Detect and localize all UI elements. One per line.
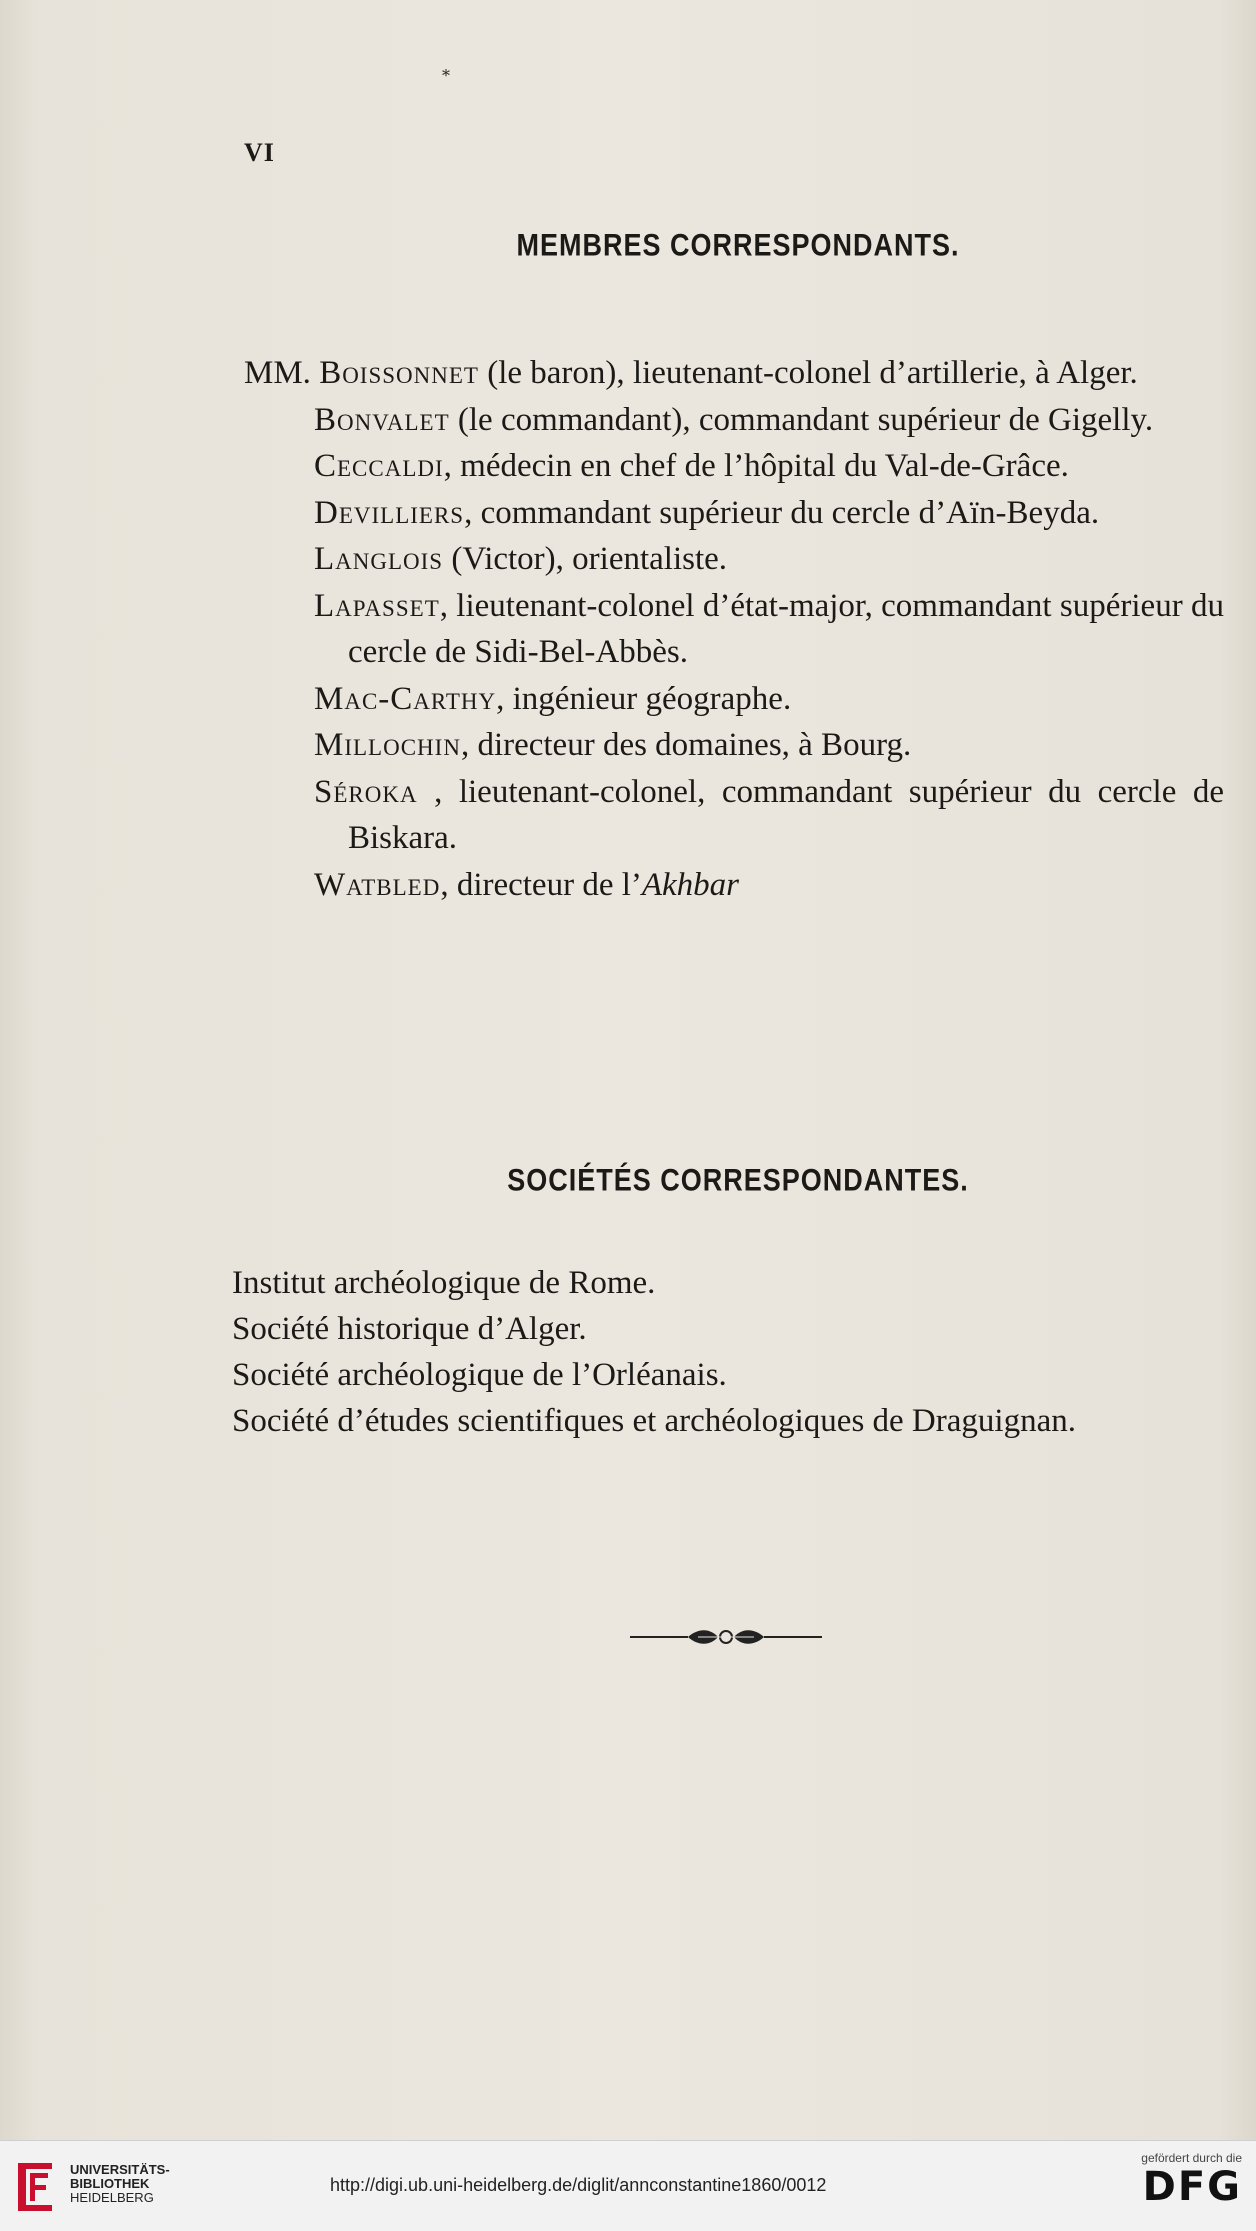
member-name: Lapasset [314,587,440,624]
library-line: UNIVERSITÄTS- [70,2162,170,2177]
member-desc: , directeur des domaines, à Bourg. [460,727,912,763]
member-entry [244,583,1224,676]
member-entry [244,536,1224,583]
members-list [244,350,1224,908]
member-entry [244,862,1224,909]
society-item: Institut archéologique de Rome. [232,1265,656,1301]
library-line: HEIDELBERG [70,2190,154,2205]
funding-notice [1102,2151,1242,2209]
member-desc: (Victor), orientaliste. [443,541,728,577]
ornament-divider [628,1622,824,1652]
member-entry [244,397,1224,444]
member-desc: , ingénieur géographe. [496,680,792,717]
member-name: Boissonnet [319,355,479,391]
member-entry [244,443,1224,490]
member-desc: , lieutenant-colonel d’état-major, commandant supérieur du cercle de Sidi-Bel-Abbès. [348,587,1224,670]
member-entry [244,722,1224,769]
member-name: Watbled [314,866,441,903]
dfg-logo: DFG [1142,2164,1242,2210]
member-name: Millochin [314,727,461,763]
member-name: Ceccaldi [314,448,444,484]
member-name: Langlois [314,541,444,577]
member-name: Bonvalet [314,401,450,438]
members-prefix: MM. [244,355,311,391]
newspaper-title: Akhbar [641,866,740,903]
section-title-societies: SOCIÉTÉS CORRESPONDANTES. [507,1162,969,1198]
society-item: Société archéologique de l’Orléanais. [232,1357,727,1393]
library-line: BIBLIOTHEK [70,2176,150,2191]
printer-mark: * [442,66,450,85]
permalink-url[interactable]: http://digi.ub.uni-heidelberg.de/diglit/annconstantine1860/0012 [330,2175,827,2195]
member-entry [244,350,1224,397]
funded-by-text: gefördert durch die [1141,2151,1242,2165]
member-desc: , médecin en chef de l’hôpital du Val-de-Grâce. [443,448,1069,484]
member-desc: , directeur de l’ [440,866,642,903]
footer-bar [0,2140,1256,2231]
member-desc: , lieutenant-colonel, commandant supérieur du cercle de Biskara. [348,773,1224,856]
university-logo-icon [12,2159,58,2215]
society-item: Société d’études scientifiques et archéologiques de Draguignan. [232,1403,1076,1439]
member-desc: (le commandant), commandant supérieur de Gigelly. [449,401,1154,438]
member-entry [244,769,1224,862]
member-entry [244,490,1224,537]
member-name: Mac-Carthy [314,680,497,717]
societies-list [232,1260,1232,1444]
page-number: VI [244,138,275,167]
library-name [70,2163,170,2205]
member-desc: (le baron), lieutenant-colonel d’artillerie, à Alger. [478,355,1138,391]
member-name: Séroka [314,773,418,810]
member-entry [244,676,1224,723]
member-desc: , commandant supérieur du cercle d’Aïn-Beyda. [464,494,1100,531]
society-item: Société historique d’Alger. [232,1311,587,1347]
section-title-members: MEMBRES CORRESPONDANTS. [516,227,960,263]
member-name: Devilliers [314,494,465,531]
